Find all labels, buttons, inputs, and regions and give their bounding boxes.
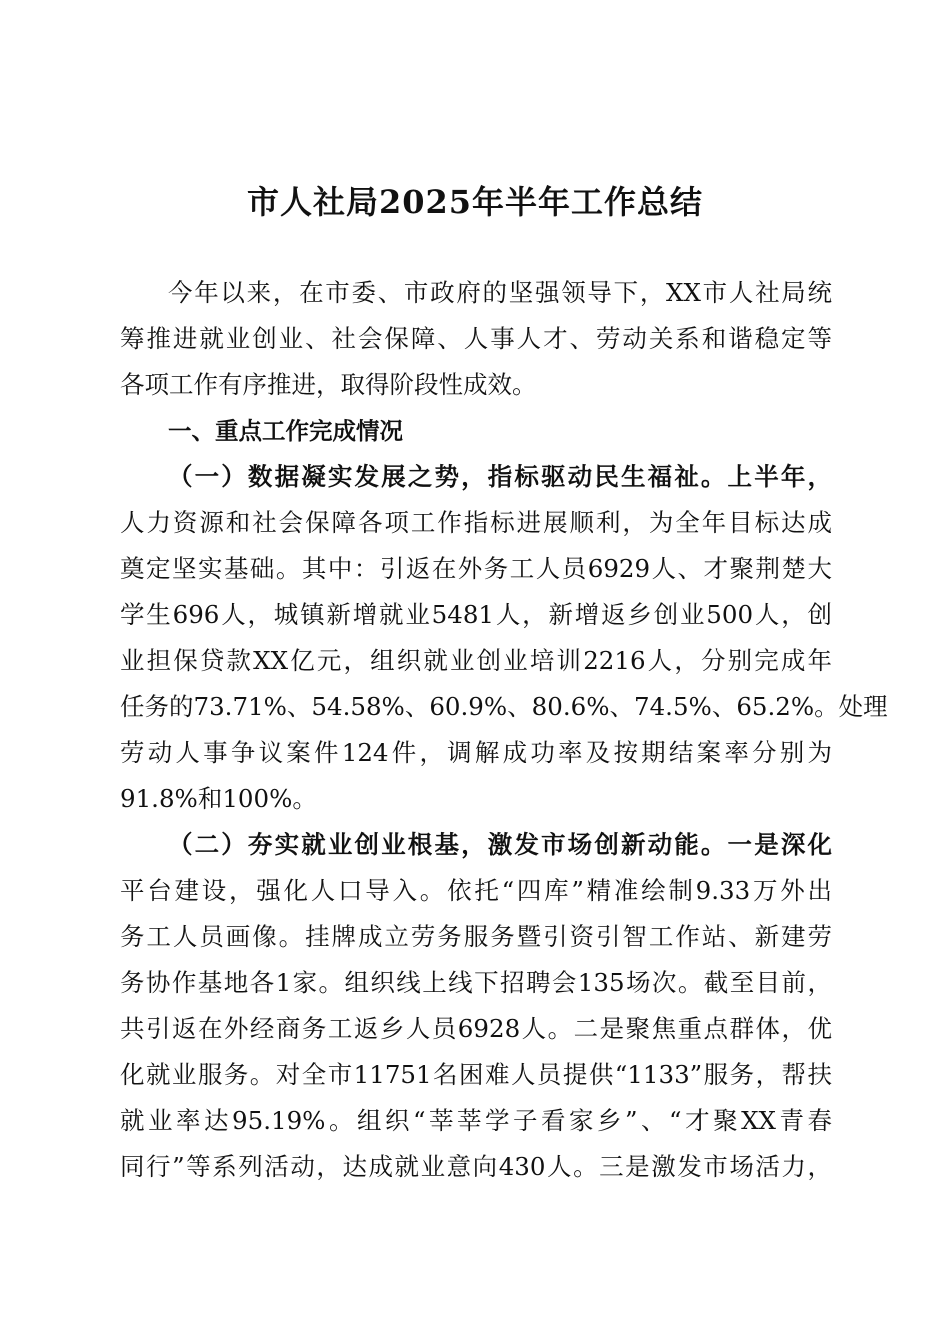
paragraph-line: 今年以来，在市委、市政府的坚强领导下，XX市人社局统 bbox=[168, 278, 832, 307]
paragraph-line: 就业率达95.19%。组织“莘莘学子看家乡”、“才聚XX青春 bbox=[120, 1106, 832, 1135]
subsection-line: （一）数据凝实发展之势，指标驱动民生福祉。上半年， bbox=[168, 462, 832, 491]
paragraph-line: 筹推进就业创业、社会保障、人事人才、劳动关系和谐稳定等 bbox=[120, 324, 832, 353]
paragraph-line: 91.8%和100%。 bbox=[120, 784, 317, 813]
section-heading: 一、重点工作完成情况 bbox=[168, 417, 403, 445]
paragraph-line: 任务的73.71%、54.58%、60.9%、80.6%、74.5%、65.2%。处理 bbox=[120, 692, 888, 721]
paragraph-line: 各项工作有序推进，取得阶段性成效。 bbox=[120, 370, 537, 399]
document-title: 市人社局2025年半年工作总结 bbox=[246, 183, 704, 221]
paragraph-line: 奠定坚实基础。其中：引返在外务工人员6929人、才聚荆楚大 bbox=[120, 554, 832, 583]
paragraph-line: 人力资源和社会保障各项工作指标进展顺利，为全年目标达成 bbox=[120, 508, 832, 537]
paragraph-line: 平台建设，强化人口导入。依托“四库”精准绘制9.33万外出 bbox=[120, 876, 832, 905]
paragraph-line: 化就业服务。对全市11751名困难人员提供“1133”服务，帮扶 bbox=[120, 1060, 832, 1089]
paragraph-line: 劳动人事争议案件124件，调解成功率及按期结案率分别为 bbox=[120, 738, 832, 767]
paragraph-line: 同行”等系列活动，达成就业意向430人。三是激发市场活力， bbox=[120, 1152, 832, 1181]
paragraph-line: 共引返在外经商务工返乡人员6928人。二是聚焦重点群体，优 bbox=[120, 1014, 832, 1043]
paragraph-line: 务工人员画像。挂牌成立劳务服务暨引资引智工作站、新建劳 bbox=[120, 922, 832, 951]
paragraph-line: 学生696人，城镇新增就业5481人，新增返乡创业500人，创 bbox=[120, 600, 832, 629]
subsection-line: （二）夯实就业创业根基，激发市场创新动能。一是深化 bbox=[168, 830, 832, 859]
paragraph-line: 业担保贷款XX亿元，组织就业创业培训2216人，分别完成年 bbox=[120, 646, 832, 675]
paragraph-line: 务协作基地各1家。组织线上线下招聘会135场次。截至目前， bbox=[120, 968, 832, 997]
